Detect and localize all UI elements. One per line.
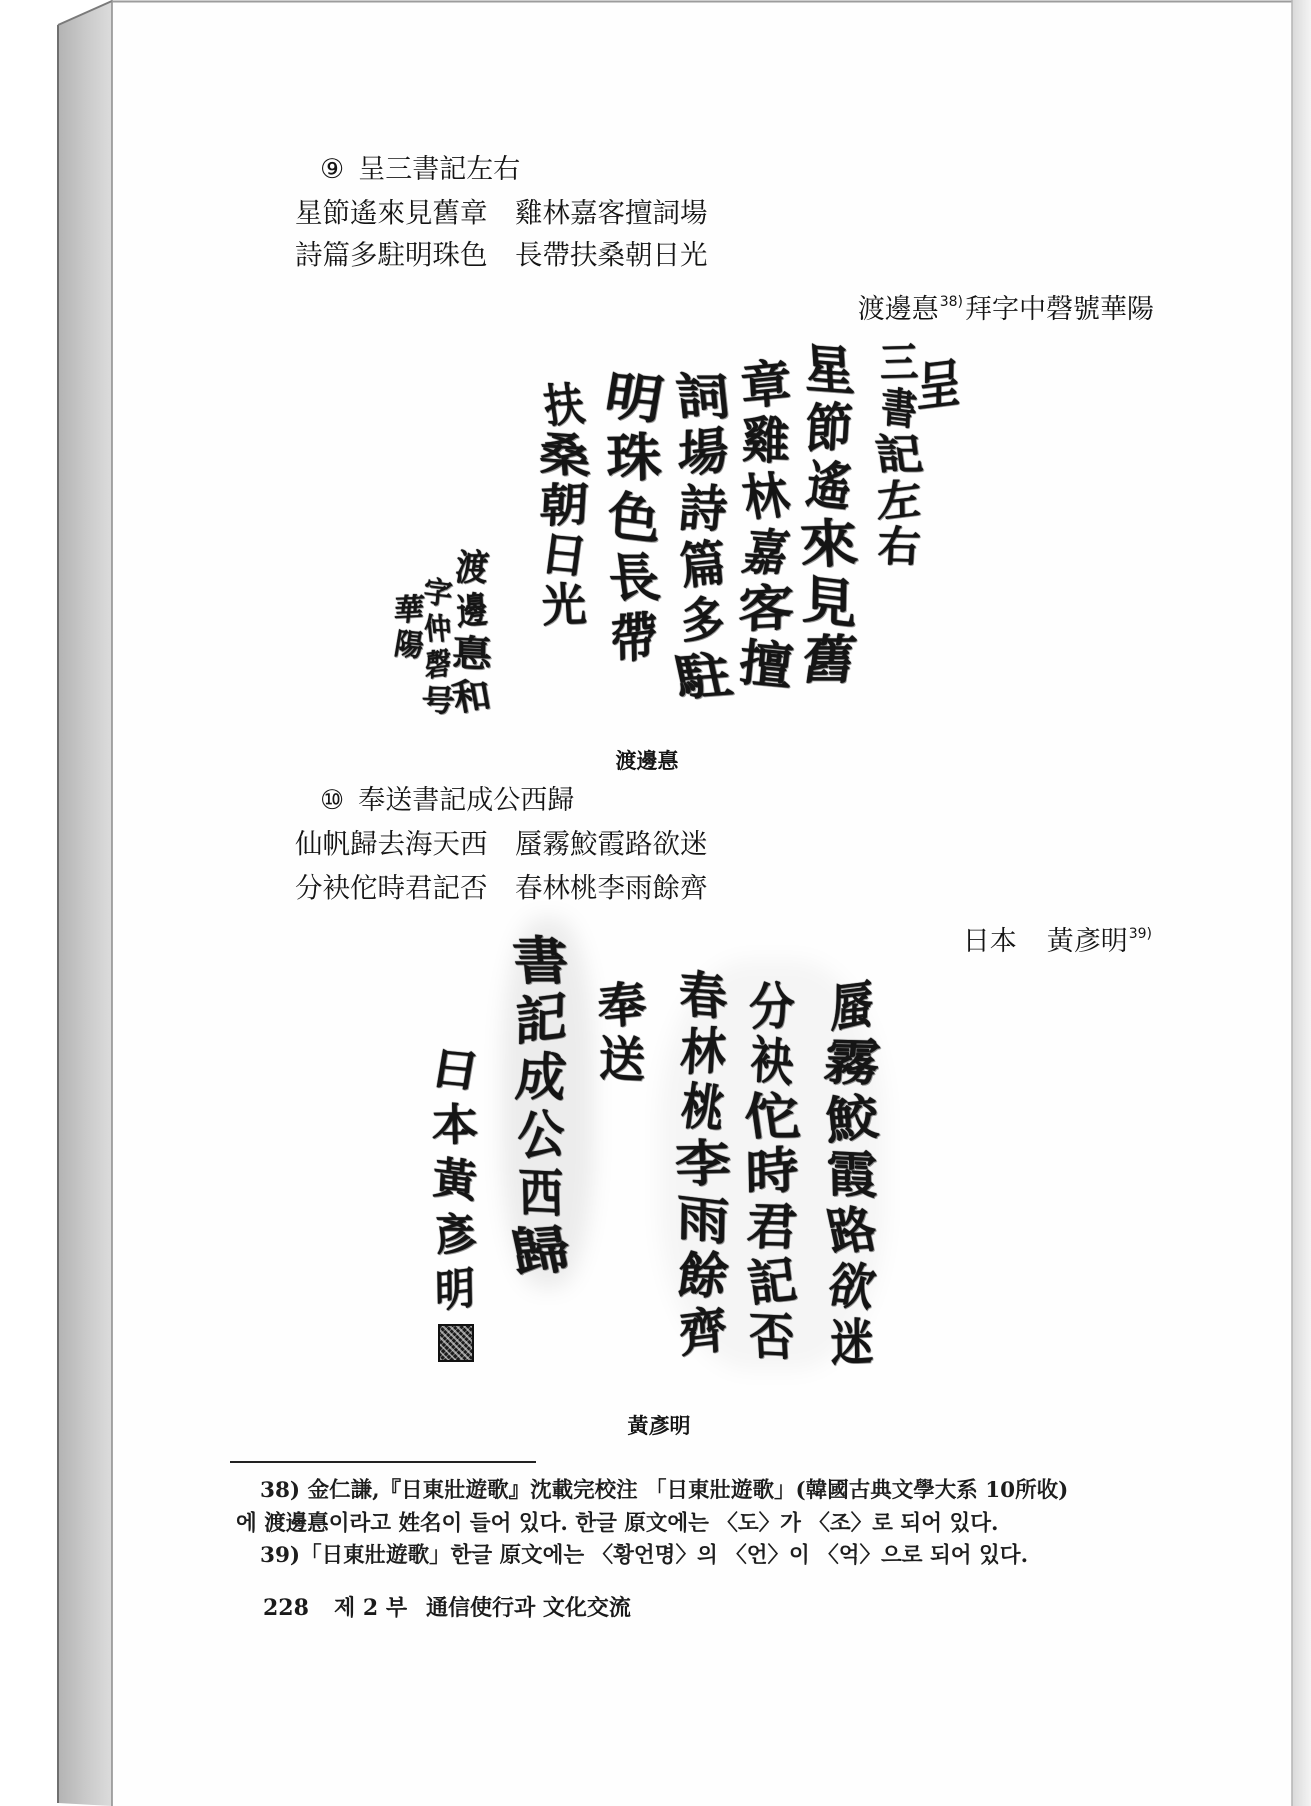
book-spine bbox=[58, 0, 112, 1806]
calligraphy-character: 成 bbox=[513, 1046, 569, 1109]
part-label: 제 2 부 bbox=[334, 1595, 408, 1621]
calligraphy-2-caption: 黃彥明 bbox=[627, 1414, 691, 1438]
poem-10-author: 黃彥明 bbox=[1046, 926, 1128, 957]
poem-9-number: ⑨ bbox=[320, 154, 345, 185]
footnote-ref-38: 38) bbox=[939, 294, 963, 310]
calligraphy-character: 日 bbox=[426, 1042, 484, 1099]
calligraphy-character: 華 bbox=[392, 592, 426, 629]
calligraphy-character: 記 bbox=[872, 430, 926, 479]
calligraphy-column bbox=[596, 975, 648, 1090]
calligraphy-character: 仲 bbox=[422, 612, 454, 647]
calligraphy-character: 雞 bbox=[741, 409, 791, 472]
calligraphy-character: 陽 bbox=[391, 626, 427, 665]
calligraphy-character: 駐 bbox=[668, 645, 737, 708]
calligraphy-character: 歸 bbox=[505, 1219, 577, 1284]
page-footer bbox=[263, 1594, 683, 1622]
calligraphy-column bbox=[419, 574, 457, 720]
calligraphy-character: 嘉 bbox=[738, 521, 794, 584]
calligraphy-character: 來 bbox=[798, 513, 860, 576]
calligraphy-character: 彥 bbox=[430, 1210, 480, 1261]
calligraphy-character: 呈 bbox=[916, 351, 962, 420]
calligraphy-character: 迷 bbox=[830, 1311, 874, 1374]
calligraphy-column bbox=[668, 367, 737, 708]
calligraphy-character: 篇 bbox=[677, 532, 729, 597]
calligraphy-character: 蜃 bbox=[830, 974, 874, 1039]
calligraphy-column bbox=[426, 1042, 484, 1319]
calligraphy-image-2 bbox=[410, 900, 910, 1400]
calligraphy-character: 霞 bbox=[826, 1143, 878, 1206]
calligraphy-character: 擅 bbox=[736, 632, 796, 697]
calligraphy-character: 公 bbox=[514, 1102, 568, 1169]
calligraphy-character: 林 bbox=[678, 1020, 728, 1083]
calligraphy-character: 桑 bbox=[536, 425, 592, 485]
calligraphy-column bbox=[821, 974, 883, 1374]
calligraphy-character: 奉 bbox=[596, 975, 648, 1037]
poem-10-line-1: 仙帆歸去海天西 蜃霧鮫霞路欲迷 bbox=[295, 828, 708, 860]
calligraphy-character: 左 bbox=[876, 473, 922, 528]
calligraphy-character: 詞 bbox=[673, 367, 733, 426]
calligraphy-character: 舊 bbox=[798, 630, 860, 691]
calligraphy-character: 渡 bbox=[452, 546, 492, 590]
section-title: 通信使行과 文化交流 bbox=[426, 1595, 631, 1621]
calligraphy-column bbox=[536, 376, 592, 633]
calligraphy-column bbox=[913, 351, 965, 420]
footnote-38-line-2: 에 渡邊惪이라고 姓名이 들어 있다. 한글 原文에는 〈도〉가 〈조〉로 되어 있다. bbox=[236, 1511, 999, 1536]
calligraphy-character: 帶 bbox=[609, 604, 659, 673]
calligraphy-character: 珠 bbox=[605, 427, 663, 490]
calligraphy-character: 色 bbox=[606, 484, 662, 553]
calligraphy-character: 路 bbox=[821, 1199, 883, 1262]
calligraphy-character: 送 bbox=[598, 1030, 646, 1090]
calligraphy-character: 佗 bbox=[740, 1087, 804, 1146]
calligraphy-character: 扶 bbox=[540, 376, 588, 434]
calligraphy-image-1 bbox=[380, 320, 980, 740]
calligraphy-column bbox=[740, 976, 804, 1368]
calligraphy-character: 右 bbox=[876, 521, 922, 572]
calligraphy-character: 時 bbox=[745, 1138, 799, 1205]
calligraphy-character: 分 bbox=[748, 976, 796, 1037]
calligraphy-character: 餘 bbox=[673, 1246, 733, 1305]
calligraphy-character: 節 bbox=[803, 396, 855, 461]
calligraphy-character: 三 bbox=[879, 337, 919, 388]
poem-9-line-1: 星節遙來見舊章 雞林嘉客擅詞場 bbox=[295, 197, 708, 229]
calligraphy-character: 明 bbox=[434, 1262, 476, 1319]
poem-9-line-2: 詩篇多駐明珠色 長帶扶桑朝日光 bbox=[295, 239, 708, 271]
calligraphy-character: 明 bbox=[600, 365, 668, 432]
calligraphy-column bbox=[872, 337, 926, 572]
footnote-38-line-1: 38) 金仁謙,『日東壯遊歌』沈載完校注 「日東壯遊歌」(韓國古典文學大系 10所收) bbox=[260, 1478, 1069, 1503]
calligraphy-character: 春 bbox=[677, 964, 729, 1027]
calligraphy-1-caption: 渡邊惪 bbox=[615, 749, 679, 773]
calligraphy-character: 遙 bbox=[802, 454, 856, 519]
page-number: 228 bbox=[263, 1595, 309, 1621]
poem-10-title: 奉送書記成公西歸 bbox=[358, 785, 575, 816]
calligraphy-character: 桃 bbox=[677, 1076, 729, 1139]
calligraphy-column bbox=[798, 337, 860, 691]
calligraphy-character: 星 bbox=[802, 337, 856, 404]
calligraphy-character: 朝 bbox=[538, 476, 590, 534]
calligraphy-character: 本 bbox=[431, 1099, 479, 1152]
calligraphy-character: 鮫 bbox=[822, 1086, 882, 1151]
calligraphy-character: 詩 bbox=[676, 478, 730, 539]
seal-stamp bbox=[438, 1324, 474, 1362]
footnote-39: 39)「日東壯遊歌」한글 原文에는 〈황언명〉의 〈언〉이 〈억〉으로 되어 있다. bbox=[260, 1543, 1029, 1568]
calligraphy-character: 章 bbox=[738, 352, 793, 417]
calligraphy-column bbox=[505, 931, 577, 1284]
poem-9-author-detail: 拜字中磬號華陽 bbox=[965, 294, 1154, 325]
calligraphy-character: 君 bbox=[745, 1196, 799, 1257]
calligraphy-character: 書 bbox=[879, 381, 919, 436]
poem-9-heading bbox=[320, 154, 520, 186]
calligraphy-character: 否 bbox=[747, 1305, 797, 1368]
calligraphy-character: 欲 bbox=[824, 1255, 881, 1318]
poem-10-line-2: 分袂佗時君記否 春林桃李雨餘齊 bbox=[295, 872, 708, 904]
calligraphy-character: 林 bbox=[737, 465, 794, 528]
calligraphy-character: 雨 bbox=[676, 1186, 730, 1253]
poem-10-heading bbox=[320, 785, 574, 817]
calligraphy-character: 長 bbox=[604, 548, 664, 609]
calligraphy-character: 見 bbox=[801, 568, 857, 637]
calligraphy-column bbox=[600, 365, 668, 673]
calligraphy-character: 号 bbox=[419, 683, 457, 720]
calligraphy-character: 場 bbox=[677, 419, 729, 486]
calligraphy-character: 和 bbox=[449, 674, 495, 720]
calligraphy-character: 李 bbox=[673, 1133, 733, 1194]
calligraphy-character: 霧 bbox=[821, 1032, 883, 1093]
calligraphy-character: 黃 bbox=[431, 1152, 479, 1209]
calligraphy-character: 磬 bbox=[424, 646, 452, 685]
poem-9-author: 渡邊惪 bbox=[857, 294, 939, 325]
calligraphy-character: 記 bbox=[514, 985, 568, 1054]
calligraphy-character: 日 bbox=[537, 525, 591, 585]
calligraphy-character: 書 bbox=[510, 931, 572, 992]
page-edge-shadow bbox=[1292, 0, 1311, 1806]
calligraphy-character: 記 bbox=[744, 1249, 800, 1314]
poem-9-title: 呈三書記左右 bbox=[358, 154, 521, 185]
calligraphy-column bbox=[391, 592, 427, 665]
footnote-ref-39: 39) bbox=[1128, 926, 1152, 942]
footnote-divider bbox=[230, 1461, 536, 1463]
calligraphy-character: 邊 bbox=[455, 588, 489, 634]
calligraphy-character: 西 bbox=[518, 1161, 564, 1226]
calligraphy-character: 齊 bbox=[677, 1299, 729, 1364]
calligraphy-character: 袂 bbox=[749, 1029, 795, 1094]
poem-10-number: ⑩ bbox=[320, 785, 345, 816]
calligraphy-character: 光 bbox=[540, 577, 588, 633]
calligraphy-character: 客 bbox=[737, 577, 795, 640]
calligraphy-column bbox=[673, 964, 733, 1364]
poem-10-attribution bbox=[963, 918, 1154, 958]
calligraphy-character: 惪 bbox=[451, 632, 493, 676]
calligraphy-column bbox=[449, 546, 495, 720]
poem-10-origin: 日本 bbox=[962, 926, 1017, 957]
calligraphy-character: 多 bbox=[680, 589, 726, 652]
calligraphy-column bbox=[736, 352, 796, 697]
calligraphy-character: 字 bbox=[422, 574, 454, 613]
